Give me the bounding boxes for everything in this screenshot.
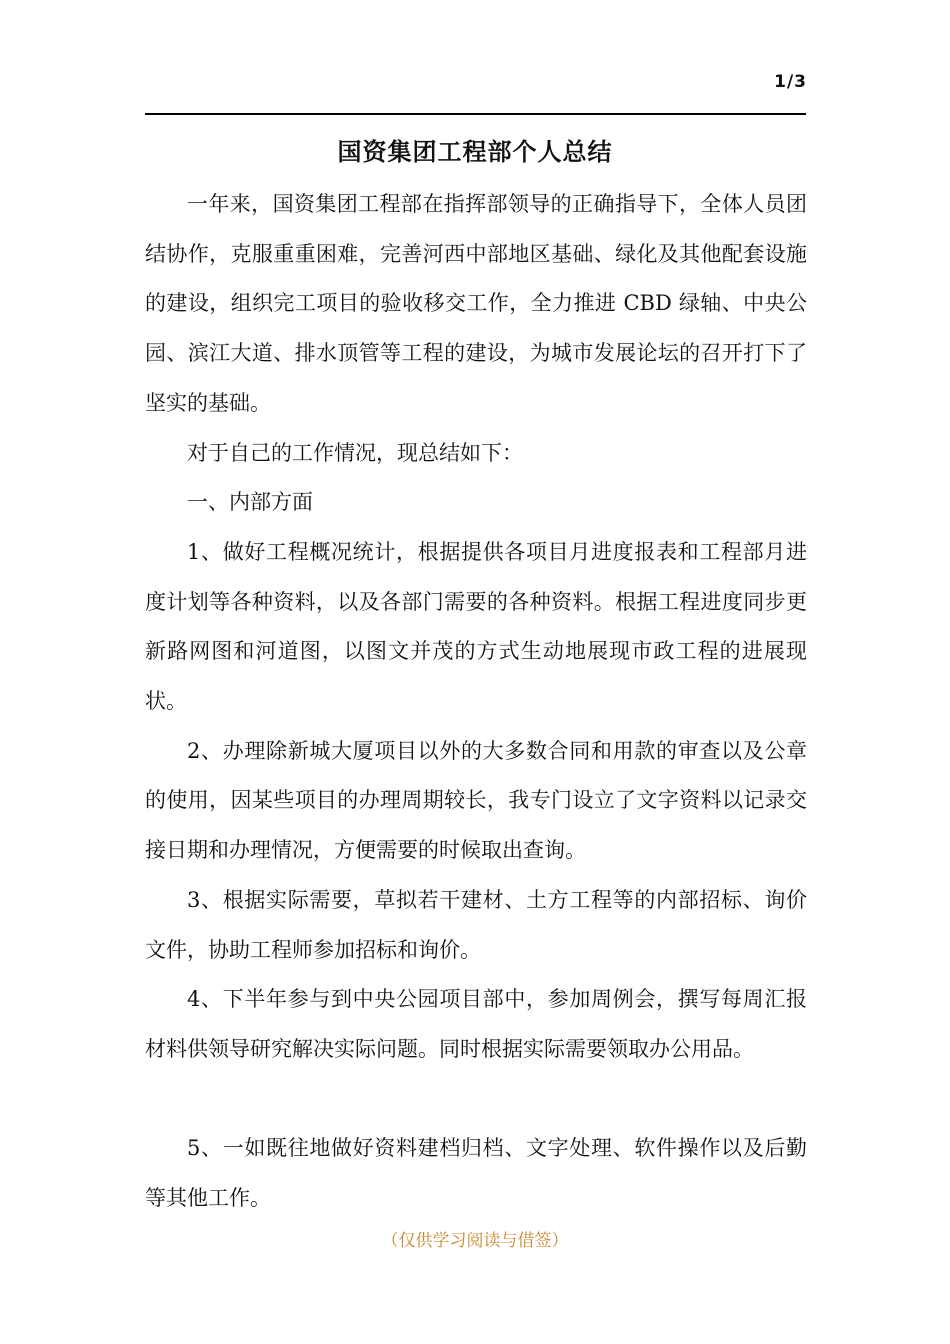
paragraph-item-4: 4、下半年参与到中央公园项目部中，参加周例会，撰写每周汇报材料供领导研究解决实际问题。同时根据实际需要领取办公用品。 xyxy=(145,987,807,1061)
paragraph-item-2: 2、办理除新城大厦项目以外的大多数合同和用款的审查以及公章的使用，因某些项目的办理周期较长，我专门设立了文字资料以记录交接日期和办理情况，方便需要的时候取出查询。 xyxy=(145,738,807,863)
paragraph-intro: 一年来，国资集团工程部在指挥部领导的正确指导下，全体人员团结协作，克服重重困难，完善河西中部地区基础、绿化及其他配套设施的建设，组织完工项目的验收移交工作，全力推进 CBD 绿轴、中央公园、滨江大道、排水顶管等工程的建设，为城市发展论坛的召开打下了坚实的基础。 xyxy=(145,192,807,415)
paragraph-item-1: 1、做好工程概况统计，根据提供各项目月进度报表和工程部月进度计划等各种资料，以及各部门需要的各种资料。根据工程进度同步更新路网图和河道图，以图文并茂的方式生动地展现市政工程的进展现状。 xyxy=(145,539,807,714)
document-title: 国资集团工程部个人总结 xyxy=(337,137,613,166)
paragraph-summary-lead: 对于自己的工作情况，现总结如下： xyxy=(187,440,523,465)
footer-disclaimer: （仅供学习阅读与借签） xyxy=(381,1231,569,1251)
section-heading-internal: 一、内部方面 xyxy=(187,490,313,515)
header-divider xyxy=(145,113,806,115)
paragraph-item-5: 5、一如既往地做好资料建档归档、文字处理、软件操作以及后勤等其他工作。 xyxy=(145,1136,807,1211)
document-body xyxy=(145,180,807,1224)
page-number: 1/3 xyxy=(774,72,807,92)
paragraph-item-3: 3、根据实际需要，草拟若干建材、土方工程等的内部招标、询价文件，协助工程师参加招标和询价。 xyxy=(145,887,807,962)
